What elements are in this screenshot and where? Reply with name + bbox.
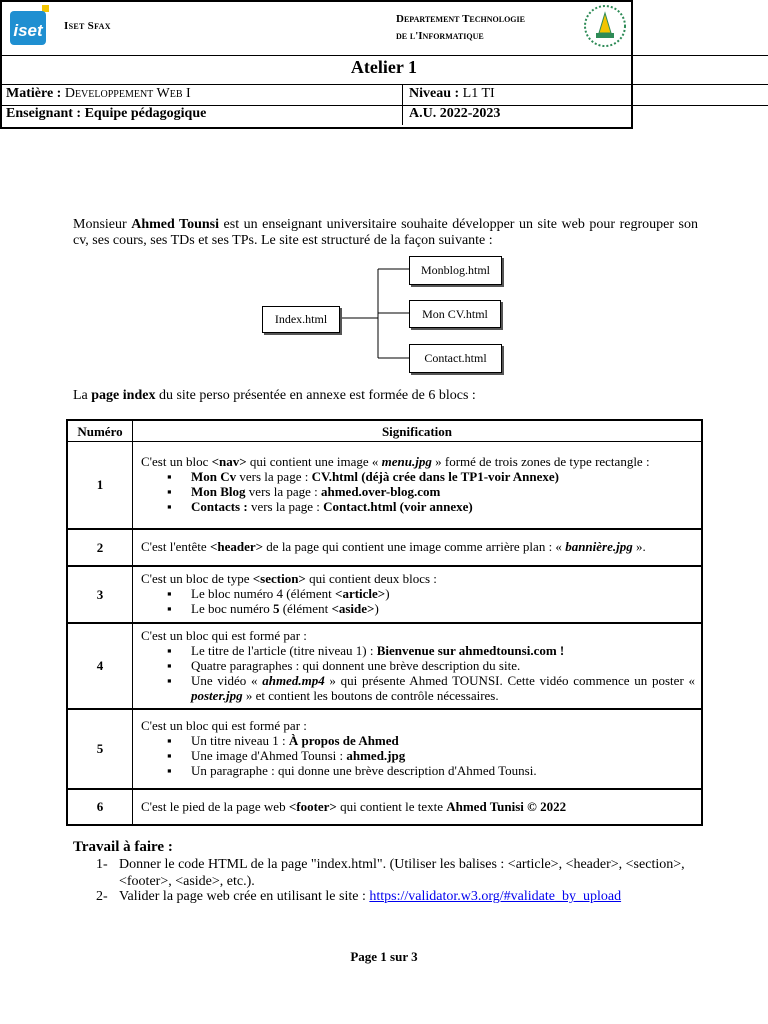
matiere-cell: Matière : Developpement Web I — [6, 86, 191, 101]
blocks-intro: La page index du site perso présentée en annexe est formée de 6 blocs : — [73, 388, 476, 403]
department-name: Departement Technologie de l'Informatique — [396, 13, 525, 42]
row-signification: C'est un bloc de type <section> qui contient deux blocs : ▪ Le bloc numéro 4 (élément <article>) ▪ Le boc numéro 5 (élément <aside>) — [133, 566, 703, 623]
row-bullets — [141, 643, 695, 703]
list-item: ▪ Un paragraphe : qui donne une brève description d'Ahmed Tounsi. — [191, 763, 695, 778]
list-item: ▪ Le boc numéro 5 (élément <aside>) — [191, 601, 695, 616]
row-signification: C'est un bloc qui est formé par : ▪ Le titre de l'article (titre niveau 1) : Bienvenue sur ahmedtounsi.com ! ▪ Quatre paragraphes : qui donnent une brève description du site. ▪ Une vidéo « ahmed.mp4 » qui présente Ahmed TOUNSI. Cette vidéo commence un poster « poster.jpg » et contient les boutons de contrôle nécessaires. — [133, 623, 703, 709]
list-item: ▪ Le bloc numéro 4 (élément <article>) — [191, 586, 695, 601]
list-item: ▪ Le titre de l'article (titre niveau 1) : Bienvenue sur ahmedtounsi.com ! — [191, 643, 695, 658]
row-number: 2 — [67, 529, 133, 566]
list-item: ▪ Mon Blog vers la page : ahmed.over-blog.com — [191, 484, 695, 499]
document-header — [0, 0, 633, 129]
enseignant-row — [0, 105, 768, 125]
list-item: ▪ Quatre paragraphes : qui donnent une brève description du site. — [191, 658, 695, 673]
list-item: ▪ Un titre niveau 1 : À propos de Ahmed — [191, 733, 695, 748]
niveau-cell: Niveau : L1 TI — [409, 86, 495, 101]
academic-year-cell: A.U. 2022-2023 — [409, 106, 501, 121]
row-number: 6 — [67, 789, 133, 825]
diagram-node-index: Index.html — [262, 306, 340, 333]
column-header-signification: Signification — [133, 420, 703, 442]
table-row — [67, 789, 702, 825]
list-item: ▪ Une vidéo « ahmed.mp4 » qui présente Ahmed TOUNSI. Cette vidéo commence un poster « poster.jpg » et contient les boutons de contrôle nécessaires. — [191, 673, 695, 703]
validator-link[interactable]: https://validator.w3.org/#validate_by_upload — [369, 889, 622, 904]
table-row — [67, 709, 702, 789]
row-signification: C'est le pied de la page web <footer> qui contient le texte Ahmed Tunisi © 2022 — [133, 789, 703, 825]
row-bullets — [141, 586, 695, 616]
list-item: ▪ Mon Cv vers la page : CV.html (déjà crée dans le TP1-voir Annexe) — [191, 469, 695, 484]
table-row — [67, 623, 702, 709]
page-number: Page 1 sur 3 — [350, 949, 418, 964]
todo-item-2: 2- Valider la page web crée en utilisant le site : https://validator.w3.org/#validate_by_upload — [96, 889, 622, 904]
row-number: 3 — [67, 566, 133, 623]
blocks-table — [66, 419, 703, 826]
iset-logo-icon — [8, 3, 54, 49]
travail-title: Travail à faire : — [73, 839, 173, 855]
row-number: 5 — [67, 709, 133, 789]
table-row — [67, 529, 702, 566]
diagram-node-moncv: Mon CV.html — [409, 300, 501, 328]
column-header-numero: Numéro — [67, 420, 133, 442]
diagram-connectors — [330, 265, 420, 365]
row-signification: C'est un bloc <nav> qui contient une image « menu.jpg » formé de trois zones de type rectangle : ▪ Mon Cv vers la page : CV.html (déjà crée dans le TP1-voir Annexe) ▪ Mon Blog vers la page : ahmed.over-blog.com ▪ Contacts : vers la page : Contact.html (voir annexe) — [133, 442, 703, 529]
diagram-node-contact: Contact.html — [409, 344, 502, 373]
todo-item-1: 1- Donner le code HTML de la page "index.html". (Utiliser les balises : <article>, <header>, <section>, <footer>, <aside>, etc.). — [96, 857, 685, 889]
row-number: 1 — [67, 442, 133, 529]
row-bullets — [141, 733, 695, 778]
list-item: ▪ Contacts : vers la page : Contact.html (voir annexe) — [191, 499, 695, 514]
list-item: ▪ Une image d'Ahmed Tounsi : ahmed.jpg — [191, 748, 695, 763]
matiere-row — [0, 84, 768, 106]
row-signification: C'est l'entête <header> de la page qui contient une image comme arrière plan : « bannière.jpg ». — [133, 529, 703, 566]
header-top-row — [0, 0, 768, 56]
institution-name: Iset Sfax — [64, 20, 111, 32]
atelier-row — [0, 55, 768, 85]
intro-paragraph: Monsieur Ahmed Tounsi est un enseignant universitaire souhaite développer un site web pour regrouper son cv, ses cours, ses TDs et ses TPs. Le site est structuré de la façon suivante : — [73, 217, 698, 248]
table-row — [67, 566, 702, 623]
diagram-node-monblog: Monblog.html — [409, 256, 502, 285]
table-header-row — [67, 420, 702, 442]
university-seal-icon — [582, 3, 628, 49]
page-title: Atelier 1 — [350, 57, 418, 77]
svg-text:iset: iset — [13, 21, 43, 40]
row-number: 4 — [67, 623, 133, 709]
row-bullets — [141, 469, 695, 514]
table-row — [67, 442, 702, 529]
row-signification: C'est un bloc qui est formé par : ▪ Un titre niveau 1 : À propos de Ahmed ▪ Une image d'Ahmed Tounsi : ahmed.jpg ▪ Un paragraphe : qui donne une brève description d'Ahmed Tounsi. — [133, 709, 703, 789]
enseignant-cell: Enseignant : Equipe pédagogique — [6, 106, 207, 121]
